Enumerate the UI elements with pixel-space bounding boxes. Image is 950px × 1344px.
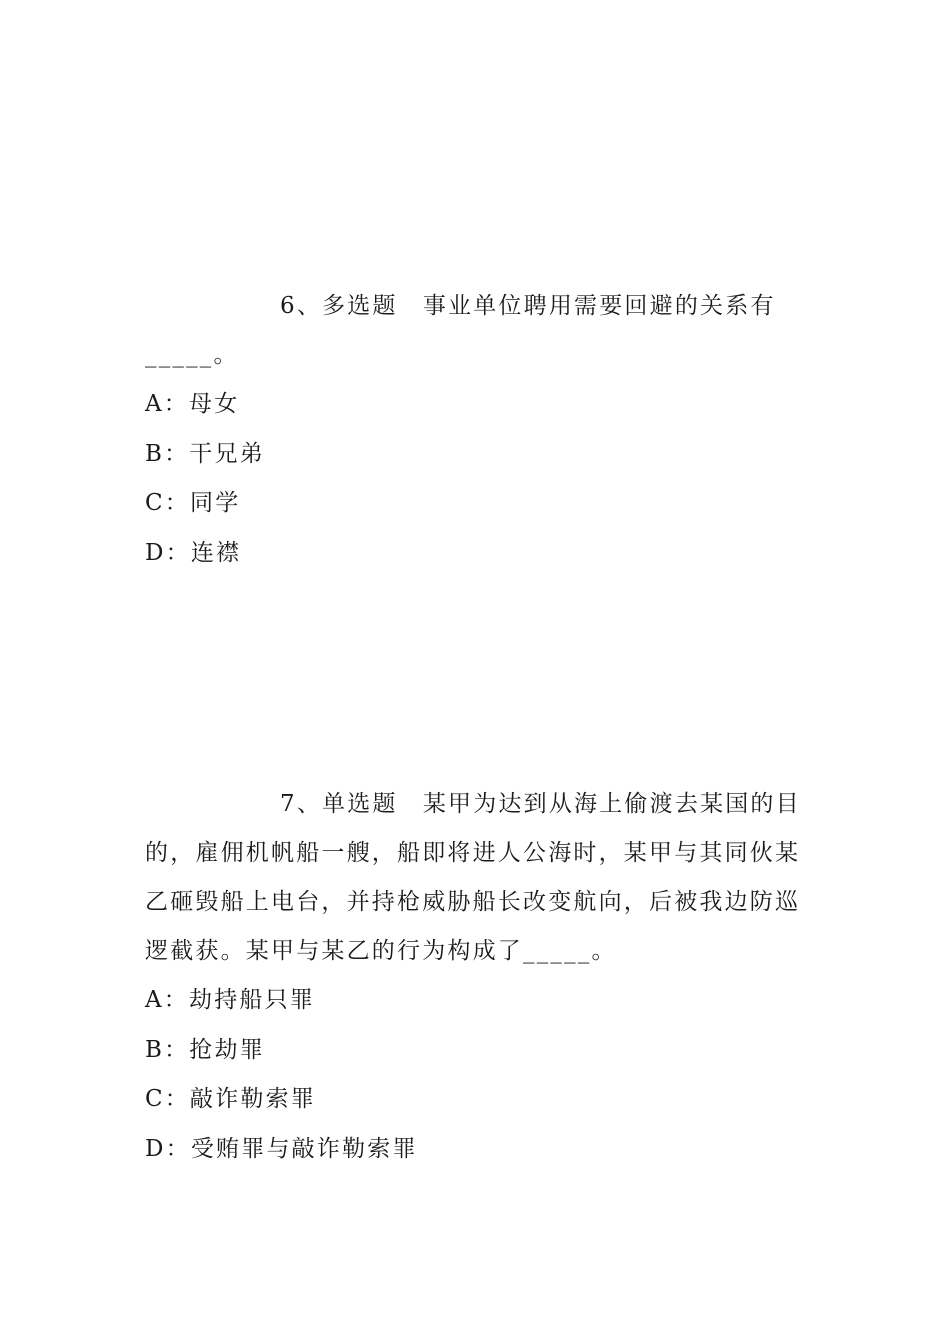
question-6 [145, 282, 810, 578]
option-c: C：敲诈勒索罪 [145, 1086, 316, 1112]
option-a: A：劫持船只罪 [145, 987, 316, 1013]
option-c: C：同学 [145, 490, 241, 516]
question-7-options [145, 976, 810, 1174]
option-d: D：连襟 [145, 539, 242, 566]
question-7-stem: 7、单选题 某甲为达到从海上偷渡去某国的目的，雇佣机帆船一艘，船即将进人公海时，某甲与其同伙某乙砸毁船上电台，并持枪威胁船长改变航向，后被我边防巡逻截获。某甲与某乙的行为构成了_____。 [145, 791, 801, 964]
option-a: A：母女 [145, 391, 240, 417]
question-6-stem: 6、多选题 事业单位聘用需要回避的关系有_____。 [145, 293, 776, 368]
question-7 [145, 780, 810, 1174]
option-b: B：抢劫罪 [145, 1036, 265, 1063]
question-6-options [145, 380, 810, 578]
option-b: B：干兄弟 [145, 440, 265, 467]
option-d: D：受贿罪与敲诈勒索罪 [145, 1135, 418, 1162]
